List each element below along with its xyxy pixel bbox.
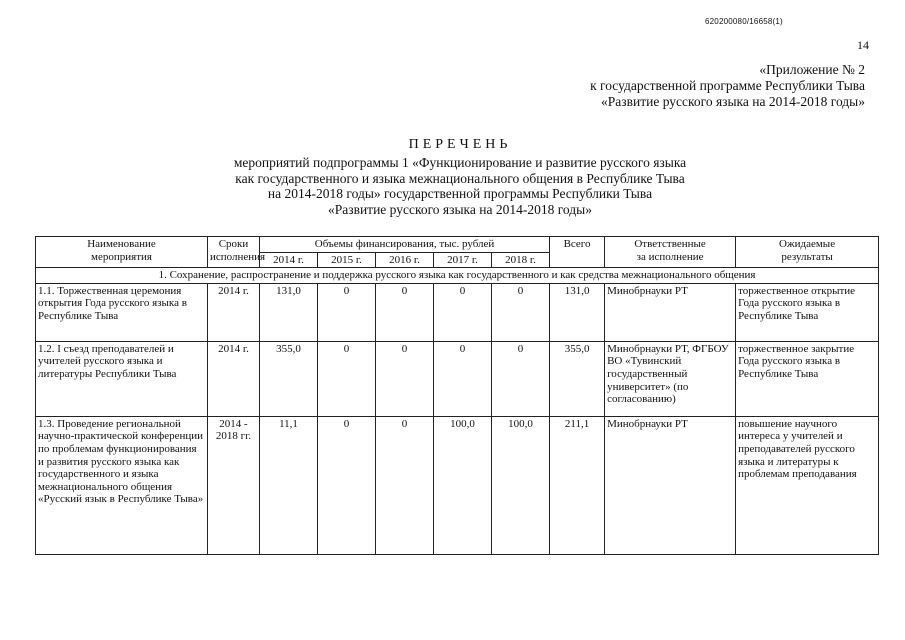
measure-term: 2014 г. xyxy=(208,283,260,341)
expected-result: торжественное закрытие Года русского языка в Республике Тыва xyxy=(736,341,879,416)
funding-2015: 0 xyxy=(318,283,376,341)
document-subtitle xyxy=(150,155,770,217)
header-funding: Объемы финансирования, тыс. рублей xyxy=(260,237,550,253)
header-year: 2015 г. xyxy=(318,252,376,268)
funding-2017: 0 xyxy=(434,283,492,341)
header-term: Сроки исполнения xyxy=(208,237,260,268)
funding-2016: 0 xyxy=(376,283,434,341)
measure-term: 2014 - 2018 гг. xyxy=(208,416,260,554)
subtitle-line: как государственного и языка межнационального общения в Республике Тыва xyxy=(235,170,685,186)
header-responsible: Ответственные за исполнение xyxy=(605,237,736,268)
subtitle-line: на 2014-2018 годы» государственной программы Республики Тыва xyxy=(267,186,653,201)
measure-name: 1.2. I съезд преподавателей и учителей русского языка и литературы Республики Тыва xyxy=(36,341,208,416)
header-year: 2018 г. xyxy=(492,252,550,268)
appendix-header xyxy=(525,62,865,110)
header-year: 2014 г. xyxy=(260,252,318,268)
expected-result: повышение научного интереса у учителей и преподавателей русского языка и литературы к проблемам преподавания xyxy=(736,416,879,554)
funding-total: 131,0 xyxy=(550,283,605,341)
appendix-line-1: «Приложение № 2 xyxy=(759,62,865,77)
appendix-line-3: «Развитие русского языка на 2014-2018 годы» xyxy=(601,94,865,109)
table-row xyxy=(36,283,879,341)
section-title: 1. Сохранение, распространение и поддержка русского языка как государственного и как средства межнационального общения xyxy=(36,268,879,284)
table-row xyxy=(36,416,879,554)
table-header-row xyxy=(36,237,879,253)
header-total: Всего xyxy=(550,237,605,268)
funding-2016: 0 xyxy=(376,416,434,554)
header-name: Наименование мероприятия xyxy=(36,237,208,268)
funding-2016: 0 xyxy=(376,341,434,416)
expected-result: торжественное открытие Года русского языка в Республике Тыва xyxy=(736,283,879,341)
responsible: Минобрнауки РТ xyxy=(605,416,736,554)
subtitle-line: мероприятий подпрограммы 1 «Функционирование и развитие русского языка xyxy=(233,155,687,170)
responsible: Минобрнауки РТ xyxy=(605,283,736,341)
funding-total: 211,1 xyxy=(550,416,605,554)
measure-name: 1.1. Торжественная церемония открытия Года русского языка в Республике Тыва xyxy=(36,283,208,341)
funding-2015: 0 xyxy=(318,341,376,416)
document-title: ПЕРЕЧЕНЬ xyxy=(408,137,512,152)
header-year: 2017 г. xyxy=(434,252,492,268)
funding-total: 355,0 xyxy=(550,341,605,416)
funding-2018: 0 xyxy=(492,283,550,341)
header-results: Ожидаемые результаты xyxy=(736,237,879,268)
measure-term: 2014 г. xyxy=(208,341,260,416)
funding-2014: 355,0 xyxy=(260,341,318,416)
funding-2018: 100,0 xyxy=(492,416,550,554)
appendix-line-2: к государственной программе Республики Тыва xyxy=(590,78,865,93)
funding-2017: 0 xyxy=(434,341,492,416)
section-row xyxy=(36,268,879,284)
funding-2015: 0 xyxy=(318,416,376,554)
funding-2017: 100,0 xyxy=(434,416,492,554)
funding-2014: 131,0 xyxy=(260,283,318,341)
header-year: 2016 г. xyxy=(376,252,434,268)
responsible: Минобрнауки РТ, ФГБОУ ВО «Тувинский государственный университет» (по согласованию) xyxy=(605,341,736,416)
subtitle-line: «Развитие русского языка на 2014-2018 годы» xyxy=(328,201,592,217)
table-row xyxy=(36,341,879,416)
measures-table xyxy=(35,236,879,555)
funding-2014: 11,1 xyxy=(260,416,318,554)
document-id: 620200080/16658(1) xyxy=(705,17,783,26)
page-number: 14 xyxy=(857,38,869,52)
funding-2018: 0 xyxy=(492,341,550,416)
measure-name: 1.3. Проведение региональной научно-практической конференции по проблемам функционирования и развития русского языка как государственного и языка межнационального общения «Русский язык в Республике Тыва» xyxy=(36,416,208,554)
